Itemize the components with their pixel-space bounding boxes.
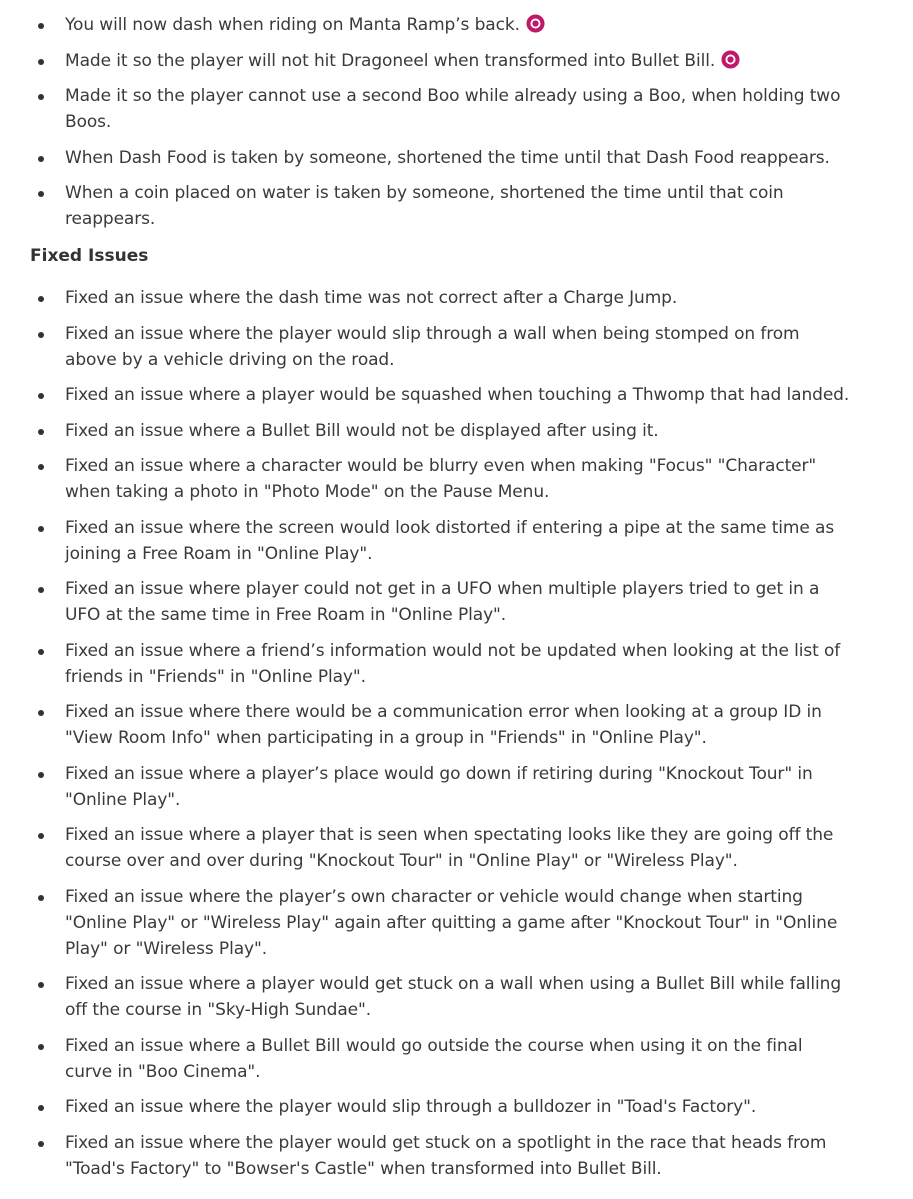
list-item-text: You will now dash when riding on Manta Ramp’s back.	[65, 15, 520, 35]
list-item	[0, 1130, 913, 1182]
list-item	[0, 285, 913, 311]
list-item	[0, 515, 913, 567]
bullet-icon	[38, 191, 44, 197]
bullet-icon	[38, 429, 44, 435]
bullet-icon	[38, 772, 44, 778]
bullet-icon	[38, 1141, 44, 1147]
list-item-text: Fixed an issue where player could not get in a UFO when multiple players tried to get in a UFO at the same time in Free Roam in "Online Play".	[65, 579, 820, 625]
list-item-text: Fixed an issue where a Bullet Bill would not be displayed after using it.	[65, 420, 659, 441]
list-item-text: Fixed an issue where a friend’s information would not be updated when looking at the list of friends in "Friends" in "Online Play".	[65, 640, 841, 687]
list-item-text: Made it so the player cannot use a second Boo while already using a Boo, when holding two Boos.	[65, 86, 841, 132]
list-item-text: Fixed an issue where a player would get stuck on a wall when using a Bullet Bill while falling off the course in "Sky-High Sundae".	[65, 974, 842, 1020]
target-icon	[721, 50, 740, 69]
list-item	[0, 382, 913, 408]
bullet-icon	[38, 649, 44, 655]
list-item-text: When a coin placed on water is taken by someone, shortened the time until that coin reappears.	[65, 183, 784, 229]
list-item-text: Fixed an issue where the player would slip through a bulldozer in "Toad's Factory".	[65, 1097, 757, 1117]
target-icon	[526, 14, 545, 33]
list-item-text: Fixed an issue where the dash time was not correct after a Charge Jump.	[65, 288, 678, 308]
list-item	[0, 12, 913, 38]
bullet-icon	[38, 23, 44, 29]
list-item-text: Fixed an issue where the player would slip through a wall when being stomped on from above by a vehicle driving on the road.	[65, 323, 800, 370]
bullet-icon	[38, 895, 44, 901]
section-heading-fixed-issues: Fixed Issues	[30, 246, 149, 266]
changes-list	[0, 12, 913, 232]
bullet-icon	[38, 296, 44, 302]
bullet-icon	[38, 1044, 44, 1050]
list-item-text: Fixed an issue where the player would get stuck on a spotlight in the race that heads from "Toad's Factory" to "Bowser's Castle" when transformed into Bullet Bill.	[65, 1132, 827, 1179]
bullet-icon	[38, 332, 44, 338]
bullet-icon	[38, 587, 44, 593]
bullet-icon	[38, 393, 44, 399]
bullet-icon	[38, 526, 44, 532]
list-item-text: Fixed an issue where the screen would look distorted if entering a pipe at the same time as joining a Free Roam in "Online Play".	[65, 517, 835, 564]
list-item	[0, 638, 913, 690]
list-item	[0, 48, 913, 74]
list-item	[0, 576, 913, 628]
bullet-icon	[38, 833, 44, 839]
list-item	[0, 884, 913, 962]
list-item-text: Fixed an issue where a player would be squashed when touching a Thwomp that had landed.	[65, 385, 850, 405]
list-item	[0, 1094, 913, 1120]
list-item	[0, 971, 913, 1023]
list-item-text: Fixed an issue where there would be a communication error when looking at a group ID in "View Room Info" when participating in a group in "Friends" in "Online Play".	[65, 702, 822, 748]
list-item	[0, 453, 913, 505]
list-item	[0, 180, 913, 232]
list-item	[0, 822, 913, 874]
bullet-icon	[38, 710, 44, 716]
fixed-issues-list	[0, 285, 913, 1182]
list-item-text: Made it so the player will not hit Dragoneel when transformed into Bullet Bill.	[65, 50, 716, 71]
list-item	[0, 145, 913, 171]
bullet-icon	[38, 94, 44, 100]
list-item	[0, 418, 913, 444]
list-item-text: Fixed an issue where a Bullet Bill would go outside the course when using it on the final curve in "Boo Cinema".	[65, 1035, 803, 1082]
list-item-text: Fixed an issue where a player that is seen when spectating looks like they are going off the course over and over during "Knockout Tour" in "Online Play" or "Wireless Play".	[65, 825, 834, 871]
bullet-icon	[38, 464, 44, 470]
list-item	[0, 1033, 913, 1085]
bullet-icon	[38, 59, 44, 65]
bullet-icon	[38, 156, 44, 162]
list-item	[0, 83, 913, 135]
bullet-icon	[38, 1105, 44, 1111]
list-item-text: When Dash Food is taken by someone, shortened the time until that Dash Food reappears.	[65, 147, 830, 168]
list-item-text: Fixed an issue where a player’s place would go down if retiring during "Knockout Tour" in "Online Play".	[65, 763, 813, 810]
list-item	[0, 761, 913, 813]
list-item-text: Fixed an issue where a character would be blurry even when making "Focus" "Character" when taking a photo in "Photo Mode" on the Pause Menu.	[65, 456, 817, 502]
bullet-icon	[38, 982, 44, 988]
list-item-text: Fixed an issue where the player’s own character or vehicle would change when starting "Online Play" or "Wireless Play" again after quitting a game after "Knockout Tour" in "Online Play" or "Wireless Play".	[65, 886, 838, 959]
list-item	[0, 699, 913, 751]
list-item	[0, 321, 913, 373]
